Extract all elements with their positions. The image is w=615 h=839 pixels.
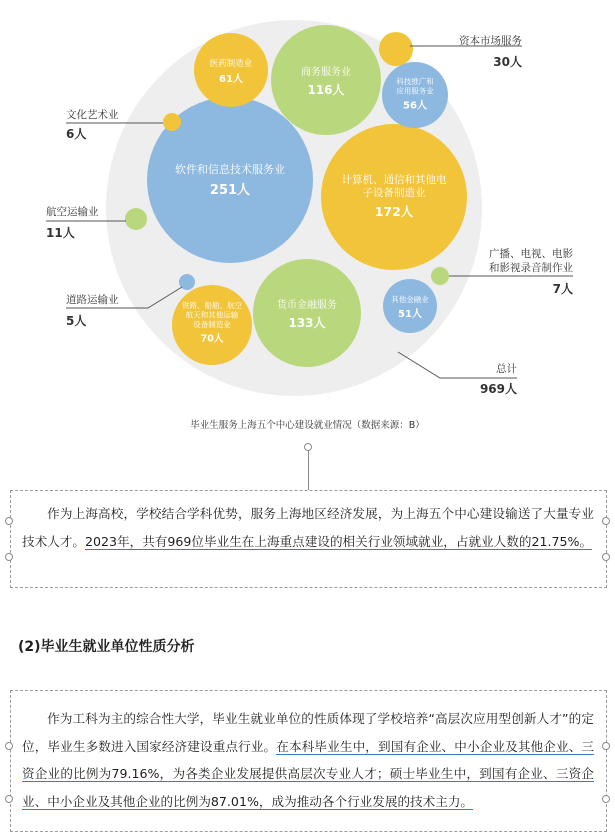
bubble-label: 商务服务业 xyxy=(301,67,351,78)
bubble-value: 251人 xyxy=(209,182,251,198)
callout-value: 7人 xyxy=(552,282,573,296)
bubble-value: 56人 xyxy=(403,100,427,112)
paragraph-2-plain: 作为工科为主的综合性大学，毕业生就业单位的性质体现了学校培养“高层次应用型创新人才”的定位，毕业生多数进入国家经济建设重点行业。 xyxy=(22,711,594,754)
bubble-label: 应用服务业 xyxy=(396,86,434,96)
box-dot-left xyxy=(5,517,13,525)
callout-label: 广播、电视、电影 xyxy=(489,248,573,260)
bubble-label: 子设备制造业 xyxy=(362,187,426,200)
bubble-label: 计算机、通信和其他电 xyxy=(341,174,447,186)
bubble-label: 医药制造业 xyxy=(209,59,253,69)
paragraph-1 xyxy=(22,500,594,555)
callout-label: 文化艺术业 xyxy=(66,109,119,121)
bubble-value: 61人 xyxy=(219,74,243,86)
section-heading: (2)毕业生就业单位性质分析 xyxy=(18,639,195,655)
bubble-label: 软件和信息技术服务业 xyxy=(175,163,285,176)
bubble xyxy=(194,33,268,107)
callout-label: 和影视录音制作业 xyxy=(489,262,573,274)
box-dot-right xyxy=(602,553,610,561)
total-value: 969人 xyxy=(479,382,517,396)
bubble xyxy=(163,113,181,131)
paragraph-2 xyxy=(22,705,594,815)
callout-value: 5人 xyxy=(66,314,87,328)
box-dot-left xyxy=(5,795,13,803)
callout-value: 6人 xyxy=(66,127,87,141)
callout-label: 资本市场服务 xyxy=(459,35,522,47)
bubble-label: 其他金融业 xyxy=(391,295,429,304)
box-dot-left xyxy=(5,742,13,750)
bubble-value: 133人 xyxy=(288,316,326,331)
paragraph-1-plain: 作为上海高校，学校结合学科优势，服务上海地区经济发展，为上海五个中心建设输送了大量专业技术人才。 xyxy=(22,506,594,549)
connector-dot xyxy=(304,443,312,451)
paragraph-2-highlight: 在本科毕业生中，到国有企业、中小企业及其他企业、三资企业的比例为79.16%，为各类企业发展提供高层次专业人才；硕士毕业生中，到国有企业、三资企业、中小企业及其他企业的比例为87.01%，成为推动各个行业发展的技术主力。 xyxy=(22,738,595,809)
callout-label: 航空运输业 xyxy=(46,206,99,218)
bubble xyxy=(379,32,413,66)
callout-label: 道路运输业 xyxy=(66,294,119,306)
bubble-label: 铁路、船舶、航空 xyxy=(182,301,242,310)
total-label: 总计 xyxy=(496,363,517,375)
bubble xyxy=(271,25,381,135)
bubble-label: 货币金融服务 xyxy=(277,300,337,311)
bubble-label: 科技推广和 xyxy=(396,77,434,86)
callout-value: 30人 xyxy=(493,55,522,69)
bubble xyxy=(431,267,449,285)
box-dot-right xyxy=(602,517,610,525)
bubble-label: 航天和其他运输 xyxy=(185,310,239,320)
bubble-value: 51人 xyxy=(398,308,422,320)
bubble-value: 116人 xyxy=(307,83,345,98)
box-dot-left xyxy=(5,553,13,561)
bubble xyxy=(253,259,361,367)
chart-caption: 毕业生服务上海五个中心建设就业情况（数据来源：B） xyxy=(190,420,425,431)
box-dot-right xyxy=(602,742,610,750)
bubble-value: 172人 xyxy=(374,204,414,220)
callout-value: 11人 xyxy=(46,226,75,240)
connector-line xyxy=(308,451,309,490)
bubble-label: 设备制造业 xyxy=(193,319,231,329)
bubble xyxy=(125,208,147,230)
box-dot-right xyxy=(602,795,610,803)
bubble xyxy=(383,279,437,333)
paragraph-1-highlight: 2023年，共有969位毕业生在上海重点建设的相关行业领域就业，占就业人数的21.75%。 xyxy=(84,533,593,549)
bubble-chart xyxy=(0,0,615,410)
bubble-value: 70人 xyxy=(200,333,224,345)
